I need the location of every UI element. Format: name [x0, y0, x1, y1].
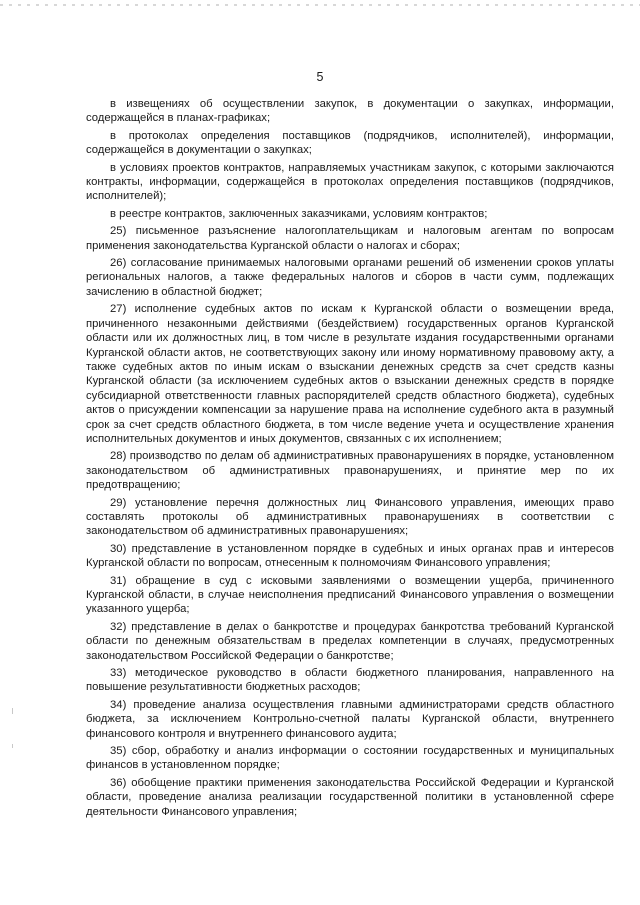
paragraph: в извещениях об осуществлении закупок, в документации о закупках, информации, содержащейся в планах-графиках; [86, 98, 614, 125]
paragraph: 35) сбор, обработку и анализ информации о состоянии государственных и муниципальных финансов в установленном порядке; [86, 745, 614, 772]
paragraph: 28) производство по делам об административных правонарушениях в порядке, установленном законодательством об административных правонарушениях, и принятие мер по их предотвращению; [86, 450, 614, 492]
document-body [86, 97, 614, 822]
margin-scan-mark [12, 708, 13, 714]
paragraph: 25) письменное разъяснение налогоплательщикам и налоговым агентам по вопросам применения законодательства Курганской области о налогах и сборах; [86, 225, 614, 252]
paragraph: в условиях проектов контрактов, направляемых участникам закупок, с которыми заключаются контракты, информации, содержащейся в протоколах определения поставщиков (подрядчиков, исполнителей); [86, 161, 614, 203]
scan-edge-artifact [0, 4, 640, 6]
paragraph: в протоколах определения поставщиков (подрядчиков, исполнителей), информации, содержащейся в документации о закупках; [86, 129, 614, 157]
paragraph: 36) обобщение практики применения законодательства Российской Федерации и Курганской области, проведение анализа реализации государственной политики в установленной сфере деятельности Финансового управления; [86, 776, 614, 818]
page-number: 5 [316, 70, 324, 84]
paragraph: 32) представление в делах о банкротстве и процедурах банкротства требований Курганской области по денежным обязательствам в пределах компетенции в случаях, предусмотренных законодательством Российской Федерации о банкротстве; [86, 620, 614, 662]
paragraph: 31) обращение в суд с исковыми заявлениями о возмещении ущерба, причиненного Курганской области, в случае неисполнения предписаний Финансового управления о возмещении указанного ущерба; [86, 574, 614, 616]
paragraph: 33) методическое руководство в области бюджетного планирования, направленного на повышение результативности бюджетных расходов; [86, 667, 614, 694]
paragraph: 29) установление перечня должностных лиц Финансового управления, имеющих право составлять протоколы об административных правонарушениях в соответствии с законодательством об административных правонарушениях; [86, 496, 614, 538]
paragraph: 30) представление в установленном порядке в судебных и иных органах прав и интересов Курганской области по вопросам, отнесенным к полномочиям Финансового управления; [86, 542, 614, 570]
paragraph: в реестре контрактов, заключенных заказчиками, условиям контрактов; [110, 207, 488, 220]
paragraph: 26) согласование принимаемых налоговыми органами решений об изменении сроков уплаты региональных налогов, а также федеральных налогов и сборов в части сумм, подлежащих зачислению в областной бюджет; [86, 257, 614, 298]
margin-scan-mark [12, 744, 13, 748]
paragraph: 27) исполнение судебных актов по искам к Курганской области о возмещении вреда, причиненного незаконными действиями (бездействием) государственных органов Курганской области или их должностных лиц, в том числе в результате издания государственными органами Курганской области актов, не соответствующих закону или иному нормативному правовому акту, а также судебных актов по иным искам о взыскании денежных средств за счет средств казны Курганской области (за исключением судебных актов о взыскании денежных средств в порядке субсидиарной ответственности главных распорядителей средств областного бюджета), судебных актов о присуждении компенсации за нарушение права на исполнение судебного акта в разумный срок за счет средств областного бюджета, в том числе ведение учета и осуществление хранения исполнительных документов и иных документов, связанных с их исполнением; [86, 303, 614, 445]
paragraph: 34) проведение анализа осуществления главными администраторами средств областного бюджета, за исключением Контрольно-счетной палаты Курганской области, внутреннего финансового контроля и внутреннего финансового аудита; [86, 698, 614, 740]
